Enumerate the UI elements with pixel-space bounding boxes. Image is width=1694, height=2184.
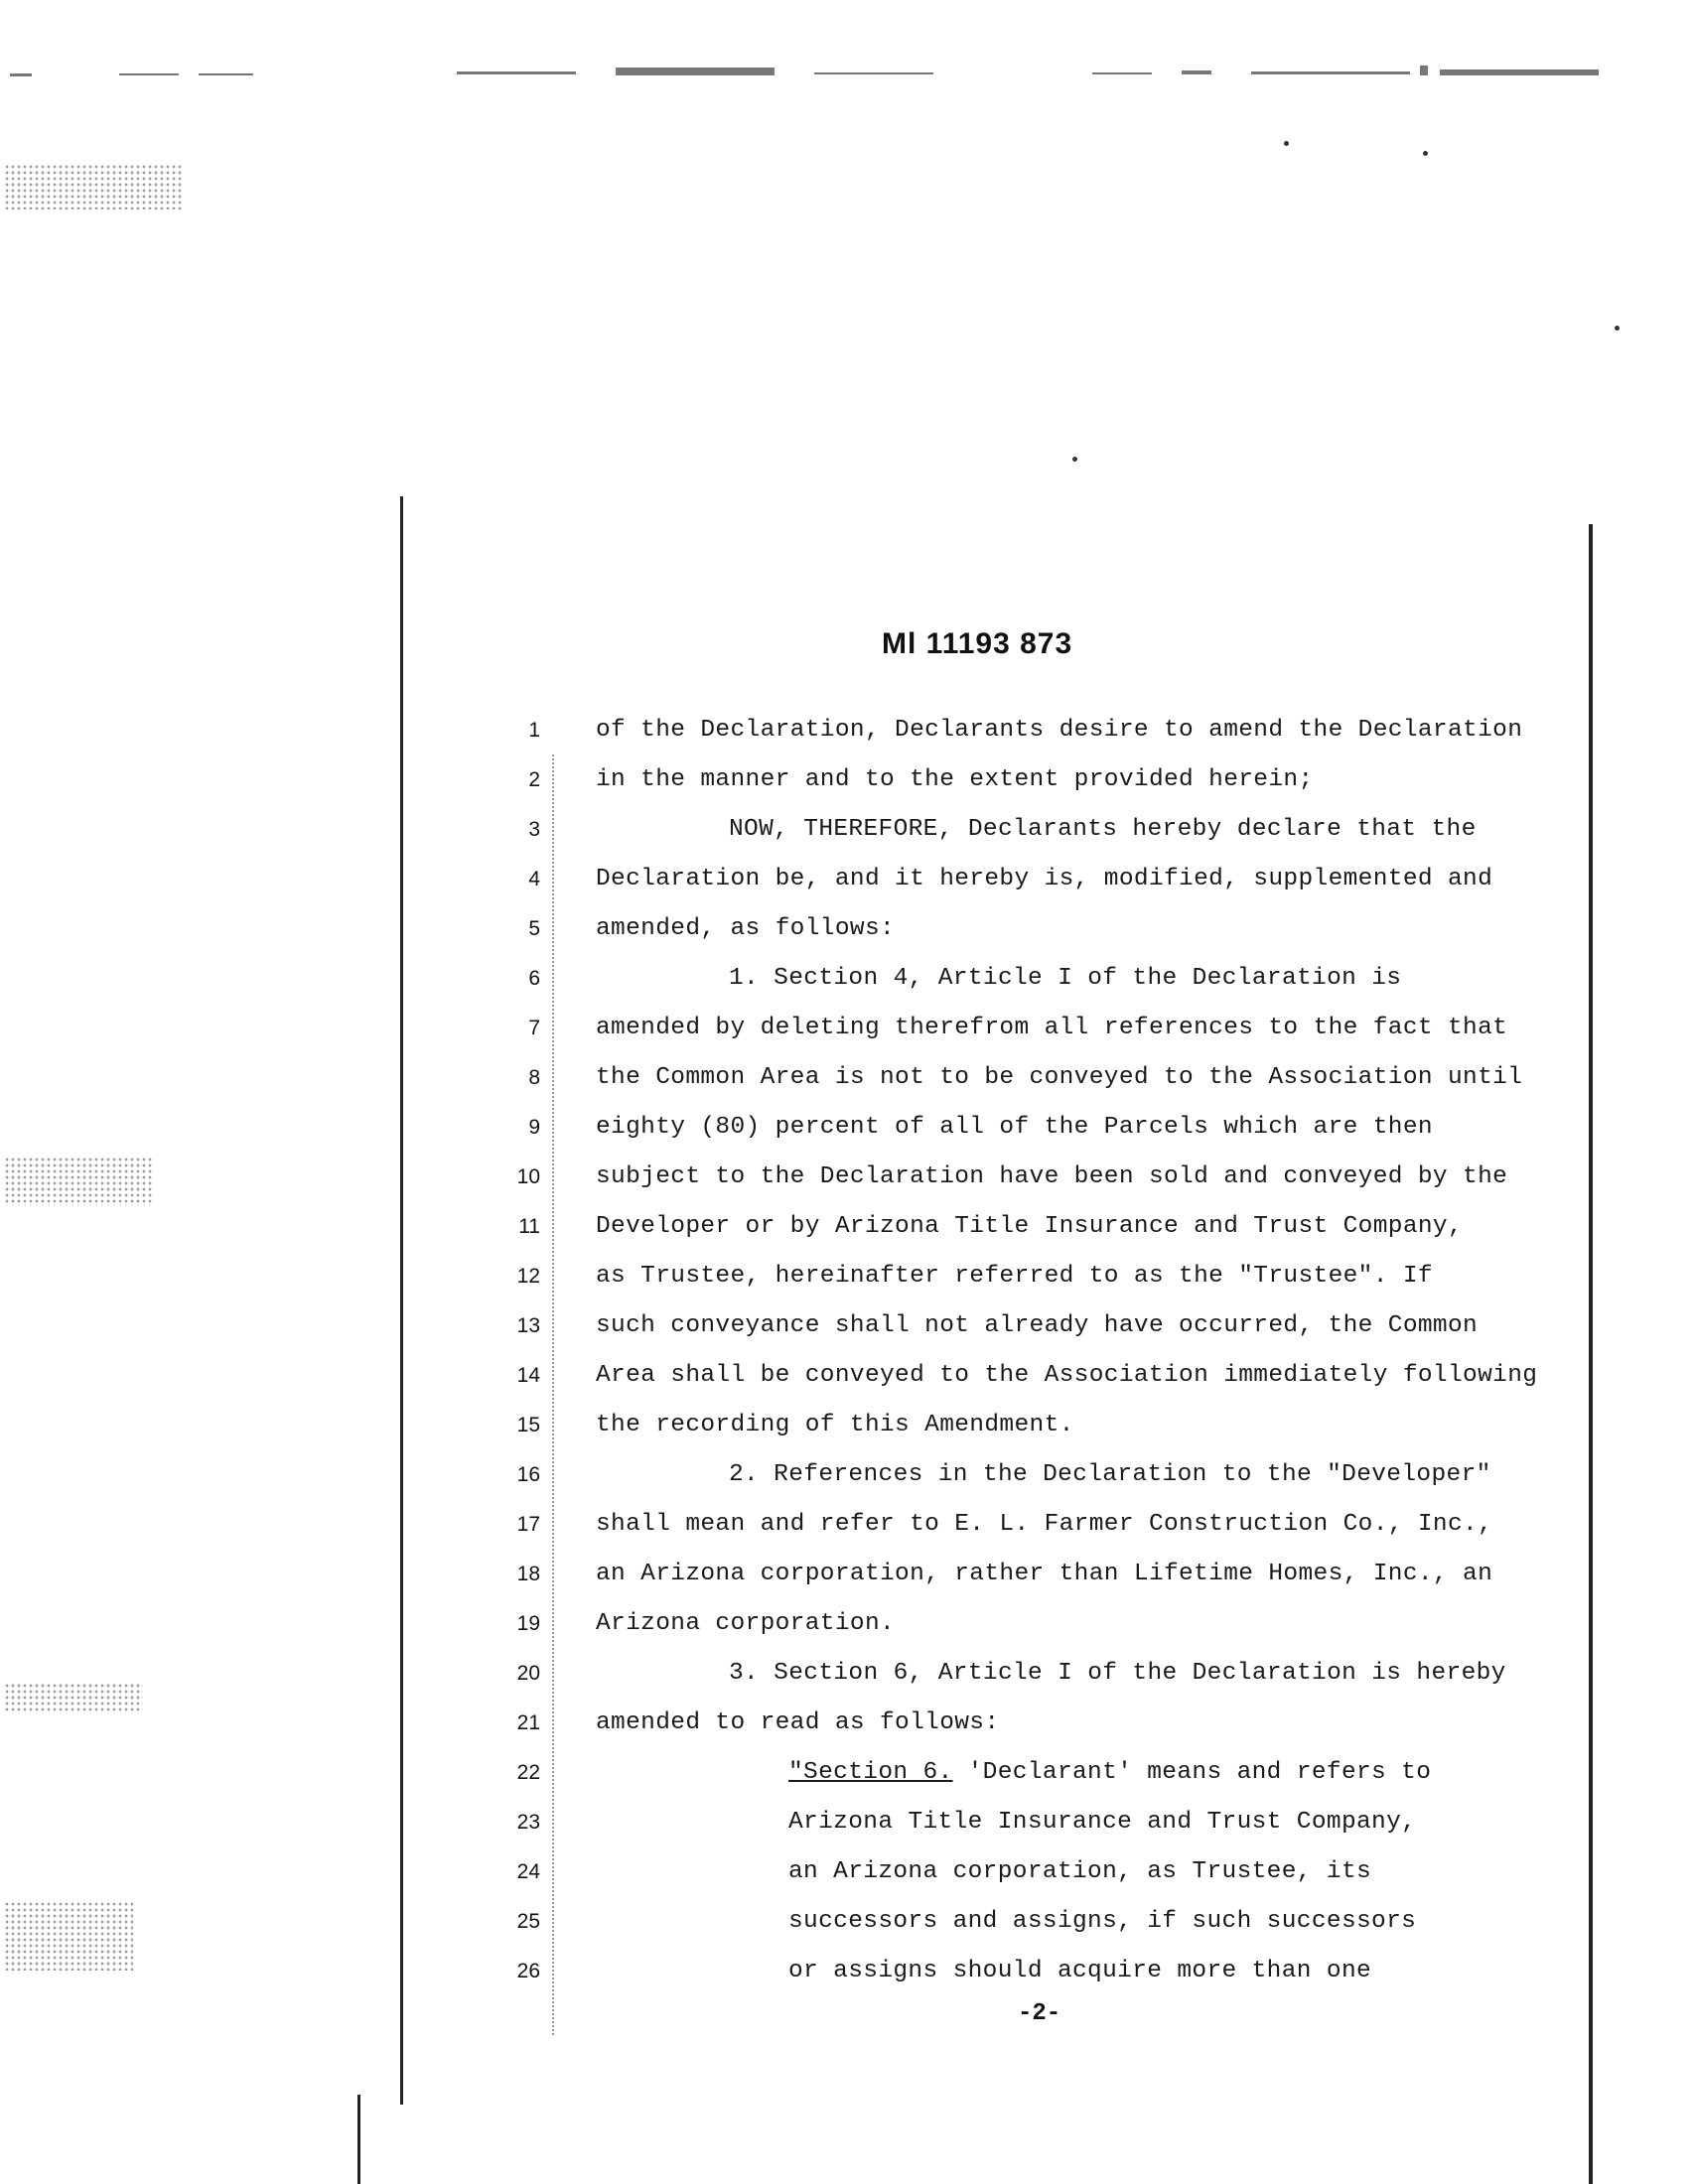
section-text: 'Declarant' means and refers to	[952, 1759, 1432, 1786]
document-line	[496, 1658, 1609, 1698]
document-line	[496, 1261, 1609, 1300]
document-line	[496, 1211, 1609, 1251]
line-text: amended, as follows:	[596, 915, 896, 942]
book-page-number: Ml 11193 873	[882, 627, 1073, 660]
document-line	[496, 1062, 1609, 1102]
scan-dot	[1284, 141, 1289, 146]
line-number: 14	[516, 1364, 540, 1387]
line-number: 5	[528, 917, 540, 940]
line-text: Developer or by Arizona Title Insurance and Trust Company,	[596, 1213, 1464, 1240]
line-text: 2. References in the Declaration to the "Developer"	[729, 1461, 1491, 1488]
line-text: subject to the Declaration have been sold and conveyed by the	[596, 1163, 1508, 1190]
line-text: Area shall be conveyed to the Association immediately following	[596, 1362, 1538, 1389]
left-page-border	[400, 496, 403, 2105]
line-text: of the Declaration, Declarants desire to amend the Declaration	[596, 717, 1523, 744]
line-number: 7	[528, 1017, 540, 1039]
document-line	[496, 814, 1609, 854]
scan-speckle-1	[4, 164, 183, 209]
scan-speckle-3	[4, 1683, 143, 1712]
line-text: amended by deleting therefrom all references to the fact that	[596, 1015, 1508, 1041]
line-number: 6	[528, 967, 540, 990]
line-text: eighty (80) percent of all of the Parcels which are then	[596, 1114, 1433, 1141]
line-number: 25	[516, 1910, 540, 1933]
line-text: the Common Area is not to be conveyed to the Association until	[596, 1064, 1523, 1091]
page-number: -2-	[1018, 2000, 1061, 2027]
document-line	[496, 963, 1609, 1003]
scan-header-noise	[0, 62, 1694, 89]
line-text: successors and assigns, if such successors	[788, 1908, 1417, 1935]
line-number: 11	[518, 1215, 540, 1238]
line-text: Declaration be, and it hereby is, modified, supplemented and	[596, 866, 1493, 892]
document-line	[496, 1509, 1609, 1549]
document-line	[496, 1013, 1609, 1052]
line-text: Arizona corporation.	[596, 1610, 896, 1637]
document-line	[496, 715, 1609, 754]
line-text: an Arizona corporation, rather than Lifetime Homes, Inc., an	[596, 1561, 1493, 1587]
section-heading: "Section 6.	[788, 1759, 953, 1786]
document-line	[496, 1956, 1609, 1995]
line-number: 8	[528, 1066, 540, 1089]
line-number: 17	[516, 1513, 540, 1536]
line-number: 4	[528, 868, 540, 890]
line-number: 10	[516, 1165, 540, 1188]
document-line	[496, 1757, 1609, 1797]
line-number: 13	[516, 1314, 540, 1337]
line-text: the recording of this Amendment.	[596, 1412, 1074, 1438]
document-line	[496, 1310, 1609, 1350]
line-number: 19	[516, 1612, 540, 1635]
document-line	[496, 1459, 1609, 1499]
left-page-border-lower	[357, 2095, 360, 2184]
line-text: Arizona Title Insurance and Trust Company,	[788, 1809, 1417, 1836]
line-number: 20	[516, 1662, 540, 1685]
line-text: in the manner and to the extent provided herein;	[596, 766, 1314, 793]
line-number: 1	[528, 719, 540, 742]
line-number: 18	[516, 1563, 540, 1585]
scan-dot	[1423, 151, 1428, 156]
document-line	[496, 864, 1609, 903]
line-number: 26	[516, 1960, 540, 1982]
document-line	[496, 1856, 1609, 1896]
document-line	[496, 1559, 1609, 1598]
line-number: 22	[516, 1761, 540, 1784]
line-number: 21	[516, 1711, 540, 1734]
document-line	[496, 1112, 1609, 1152]
scan-dot	[1615, 326, 1620, 331]
line-text: an Arizona corporation, as Trustee, its	[788, 1858, 1372, 1885]
document-line	[496, 1608, 1609, 1648]
document-line	[496, 1360, 1609, 1400]
line-text: such conveyance shall not already have occurred, the Common	[596, 1312, 1479, 1339]
line-number: 16	[516, 1463, 540, 1486]
line-text: shall mean and refer to E. L. Farmer Construction Co., Inc.,	[596, 1511, 1493, 1538]
line-text: or assigns should acquire more than one	[788, 1958, 1372, 1984]
line-number: 2	[528, 768, 540, 791]
line-text: NOW, THEREFORE, Declarants hereby declare that the	[729, 816, 1477, 843]
line-text	[788, 1759, 1431, 1786]
line-text: as Trustee, hereinafter referred to as the "Trustee". If	[596, 1263, 1433, 1290]
scan-dot	[1072, 457, 1077, 462]
line-number: 12	[516, 1265, 540, 1288]
document-line	[496, 913, 1609, 953]
line-text: 1. Section 4, Article I of the Declaration is	[729, 965, 1402, 992]
document-line	[496, 1807, 1609, 1846]
line-number: 15	[516, 1414, 540, 1436]
line-number: 3	[528, 818, 540, 841]
document-line	[496, 1161, 1609, 1201]
line-number: 23	[516, 1811, 540, 1834]
line-number: 9	[528, 1116, 540, 1139]
scan-speckle-4	[4, 1901, 133, 1971]
line-text: 3. Section 6, Article I of the Declaration is hereby	[729, 1660, 1506, 1687]
line-number: 24	[516, 1860, 540, 1883]
document-line	[496, 764, 1609, 804]
scan-speckle-2	[4, 1157, 153, 1206]
document-line	[496, 1707, 1609, 1747]
document-line	[496, 1410, 1609, 1449]
line-text: amended to read as follows:	[596, 1709, 1000, 1736]
document-line	[496, 1906, 1609, 1946]
